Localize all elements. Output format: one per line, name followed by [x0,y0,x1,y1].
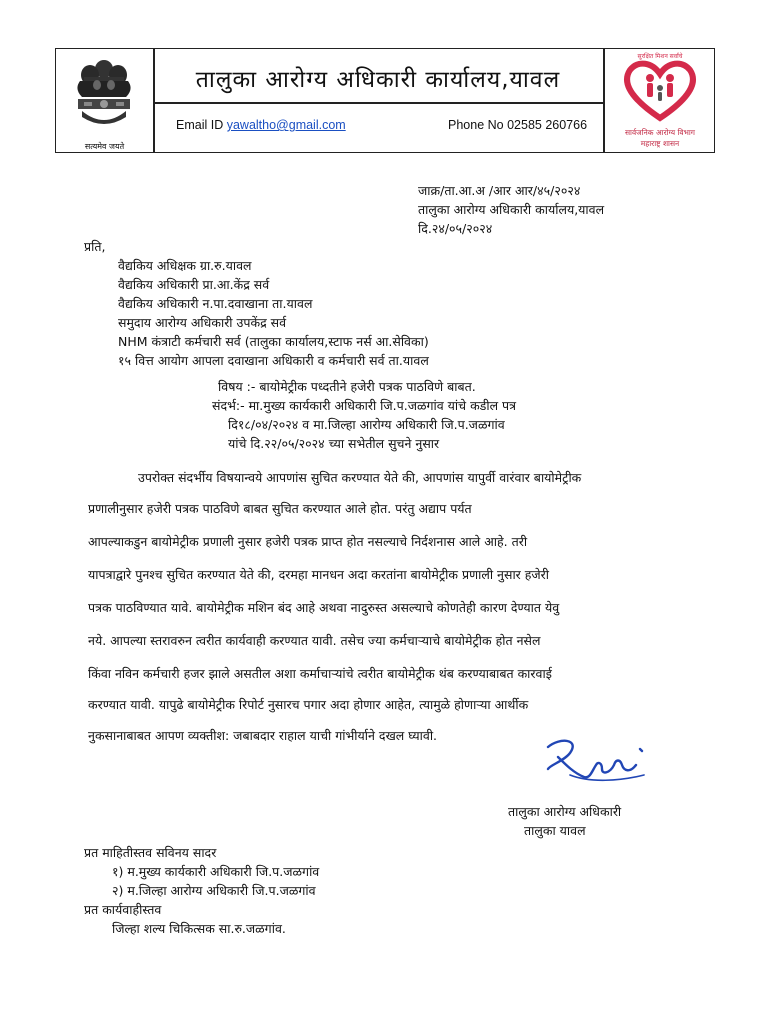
body-line: उपरोक्त संदर्भीय विषयान्वये आपणांस सुचित करण्यात येते की, आपणांस यापुर्वी वारंवार बायोमेट्रीक [138,470,582,485]
ashoka-emblem-icon [62,55,147,135]
body-line: करण्यात यावी. यापुढे बायोमेट्रीक रिपोर्ट नुसारच पगार अदा होणार आहेत, त्यामुळे होणाऱ्या आर्थीक [88,697,529,712]
phone-label: Phone No [448,118,504,132]
logo-tagline: सुरक्षित मिशन सर्वांचे [637,53,683,60]
reference-date: दि.२४/०५/२०२४ [418,221,493,236]
national-emblem [62,55,147,150]
letterhead-divider-left [153,48,155,153]
body-line: किंवा नविन कर्मचारी हजर झाले असतील अशा कर्माचाऱ्यांचे त्वरीत बायोमेट्रीक थंब करण्याबाबत कारवाई [88,666,552,681]
body-line: नये. आपल्या स्तरावरुन त्वरीत कार्यवाही करण्यात यावी. तसेच ज्या कर्मचाऱ्याचे बायोमेट्रीक होत नसेल [88,633,541,648]
reference-line: संदर्भ:- मा.मुख्य कार्यकारी अधिकारी जि.प.जळगांव यांचे कडील पत्र [212,398,517,413]
recipient-item: वैद्यकिय अधिकारी न.पा.दवाखाना ता.यावल [118,296,313,311]
recipient-item: १५ वित्त आयोग आपला दवाखाना अधिकारी व कर्मचारी सर्व ता.यावल [118,353,429,368]
letterhead-divider-middle [153,102,603,104]
health-dept-logo [606,52,714,150]
recipient-item: NHM कंत्राटी कर्मचारी सर्व (तालुका कार्यालय,स्टाफ नर्स आ.सेविका) [118,334,429,349]
signatory-place: तालुका यावल [524,823,586,838]
salutation: प्रति, [84,239,106,254]
copy-action-heading: प्रत कार्यवाहीस्तव [84,902,162,917]
family-heart-icon [620,58,700,122]
reference-line-3: यांचे दि.२२/०५/२०२४ च्या सभेतील सुचने नुसार [228,436,440,451]
recipient-item: वैद्यकिय अधिक्षक ग्रा.रु.यावल [118,258,252,273]
dept-state: महाराष्ट्र शासन [640,139,680,148]
email-row [176,118,346,132]
reference-line-2: दि१८/०४/२०२४ व मा.जिल्हा आरोग्य अधिकारी जि.प.जळगांव [228,417,505,432]
phone-row [448,118,587,132]
handwritten-signature [540,735,650,785]
body-line: आपल्याकडुन बायोमेट्रीक प्रणाली नुसार हजेरी पत्रक प्राप्त होत नसल्याचे निर्दशनास आले आहे. तरी [88,534,528,549]
reference-office: तालुका आरोग्य अधिकारी कार्यालय,यावल [418,202,605,217]
body-line: यापत्राद्वारे पुनश्च सुचित करण्यात येते की, दरमहा मानधन अदा करतांना बायोमेट्रीक प्रणाली नुसार हजेरी [88,567,550,582]
body-line: प्रणालीनुसार हजेरी पत्रक पाठविणे बाबत सुचित करण्यात आले होत. परंतु अद्याप पर्यत [88,501,472,516]
phone-number: 02585 260766 [507,118,588,132]
body-line: पत्रक पाठविण्यात यावे. बायोमेट्रीक मशिन बंद आहे अथवा नादुरुस्त असल्याचे कोणतेही कारण देण्यात येवु [88,600,560,615]
copy-action-item: जिल्हा शल्य चिकित्सक सा.रु.जळगांव. [112,921,286,936]
copy-info-item: १) म.मुख्य कार्यकारी अधिकारी जि.प.जळगांव [112,864,320,879]
dept-name: सार्वजनिक आरोग्य विभाग [624,128,696,137]
recipient-item: वैद्यकिय अधिकारी प्रा.आ.केंद्र सर्व [118,277,270,292]
reference-number: जाक्र/ता.आ.अ /आर आर/४५/२०२४ [418,183,581,198]
recipient-item: समुदाय आरोग्य अधिकारी उपकेंद्र सर्व [118,315,287,330]
copy-info-item: २) म.जिल्हा आरोग्य अधिकारी जि.प.जळगांव [112,883,316,898]
signatory-designation: तालुका आरोग्य अधिकारी [508,804,622,819]
copy-info-heading: प्रत माहितीस्तव सविनय सादर [84,845,217,860]
email-link[interactable]: yawaltho@gmail.com [226,118,346,132]
subject-line: विषय :- बायोमेट्रीक पध्दतीने हजेरी पत्रक पाठविणे बाबत. [218,379,476,394]
email-label: Email ID [176,118,224,132]
body-line: नुकसानाबाबत आपण व्यक्तीश: जबाबदार राहाल याची गांभीर्याने दखल घ्यावी. [88,728,438,743]
emblem-motto: सत्यमेव जयते [84,142,125,151]
office-title: तालुका आरोग्य अधिकारी कार्यालय,यावल [195,67,561,93]
